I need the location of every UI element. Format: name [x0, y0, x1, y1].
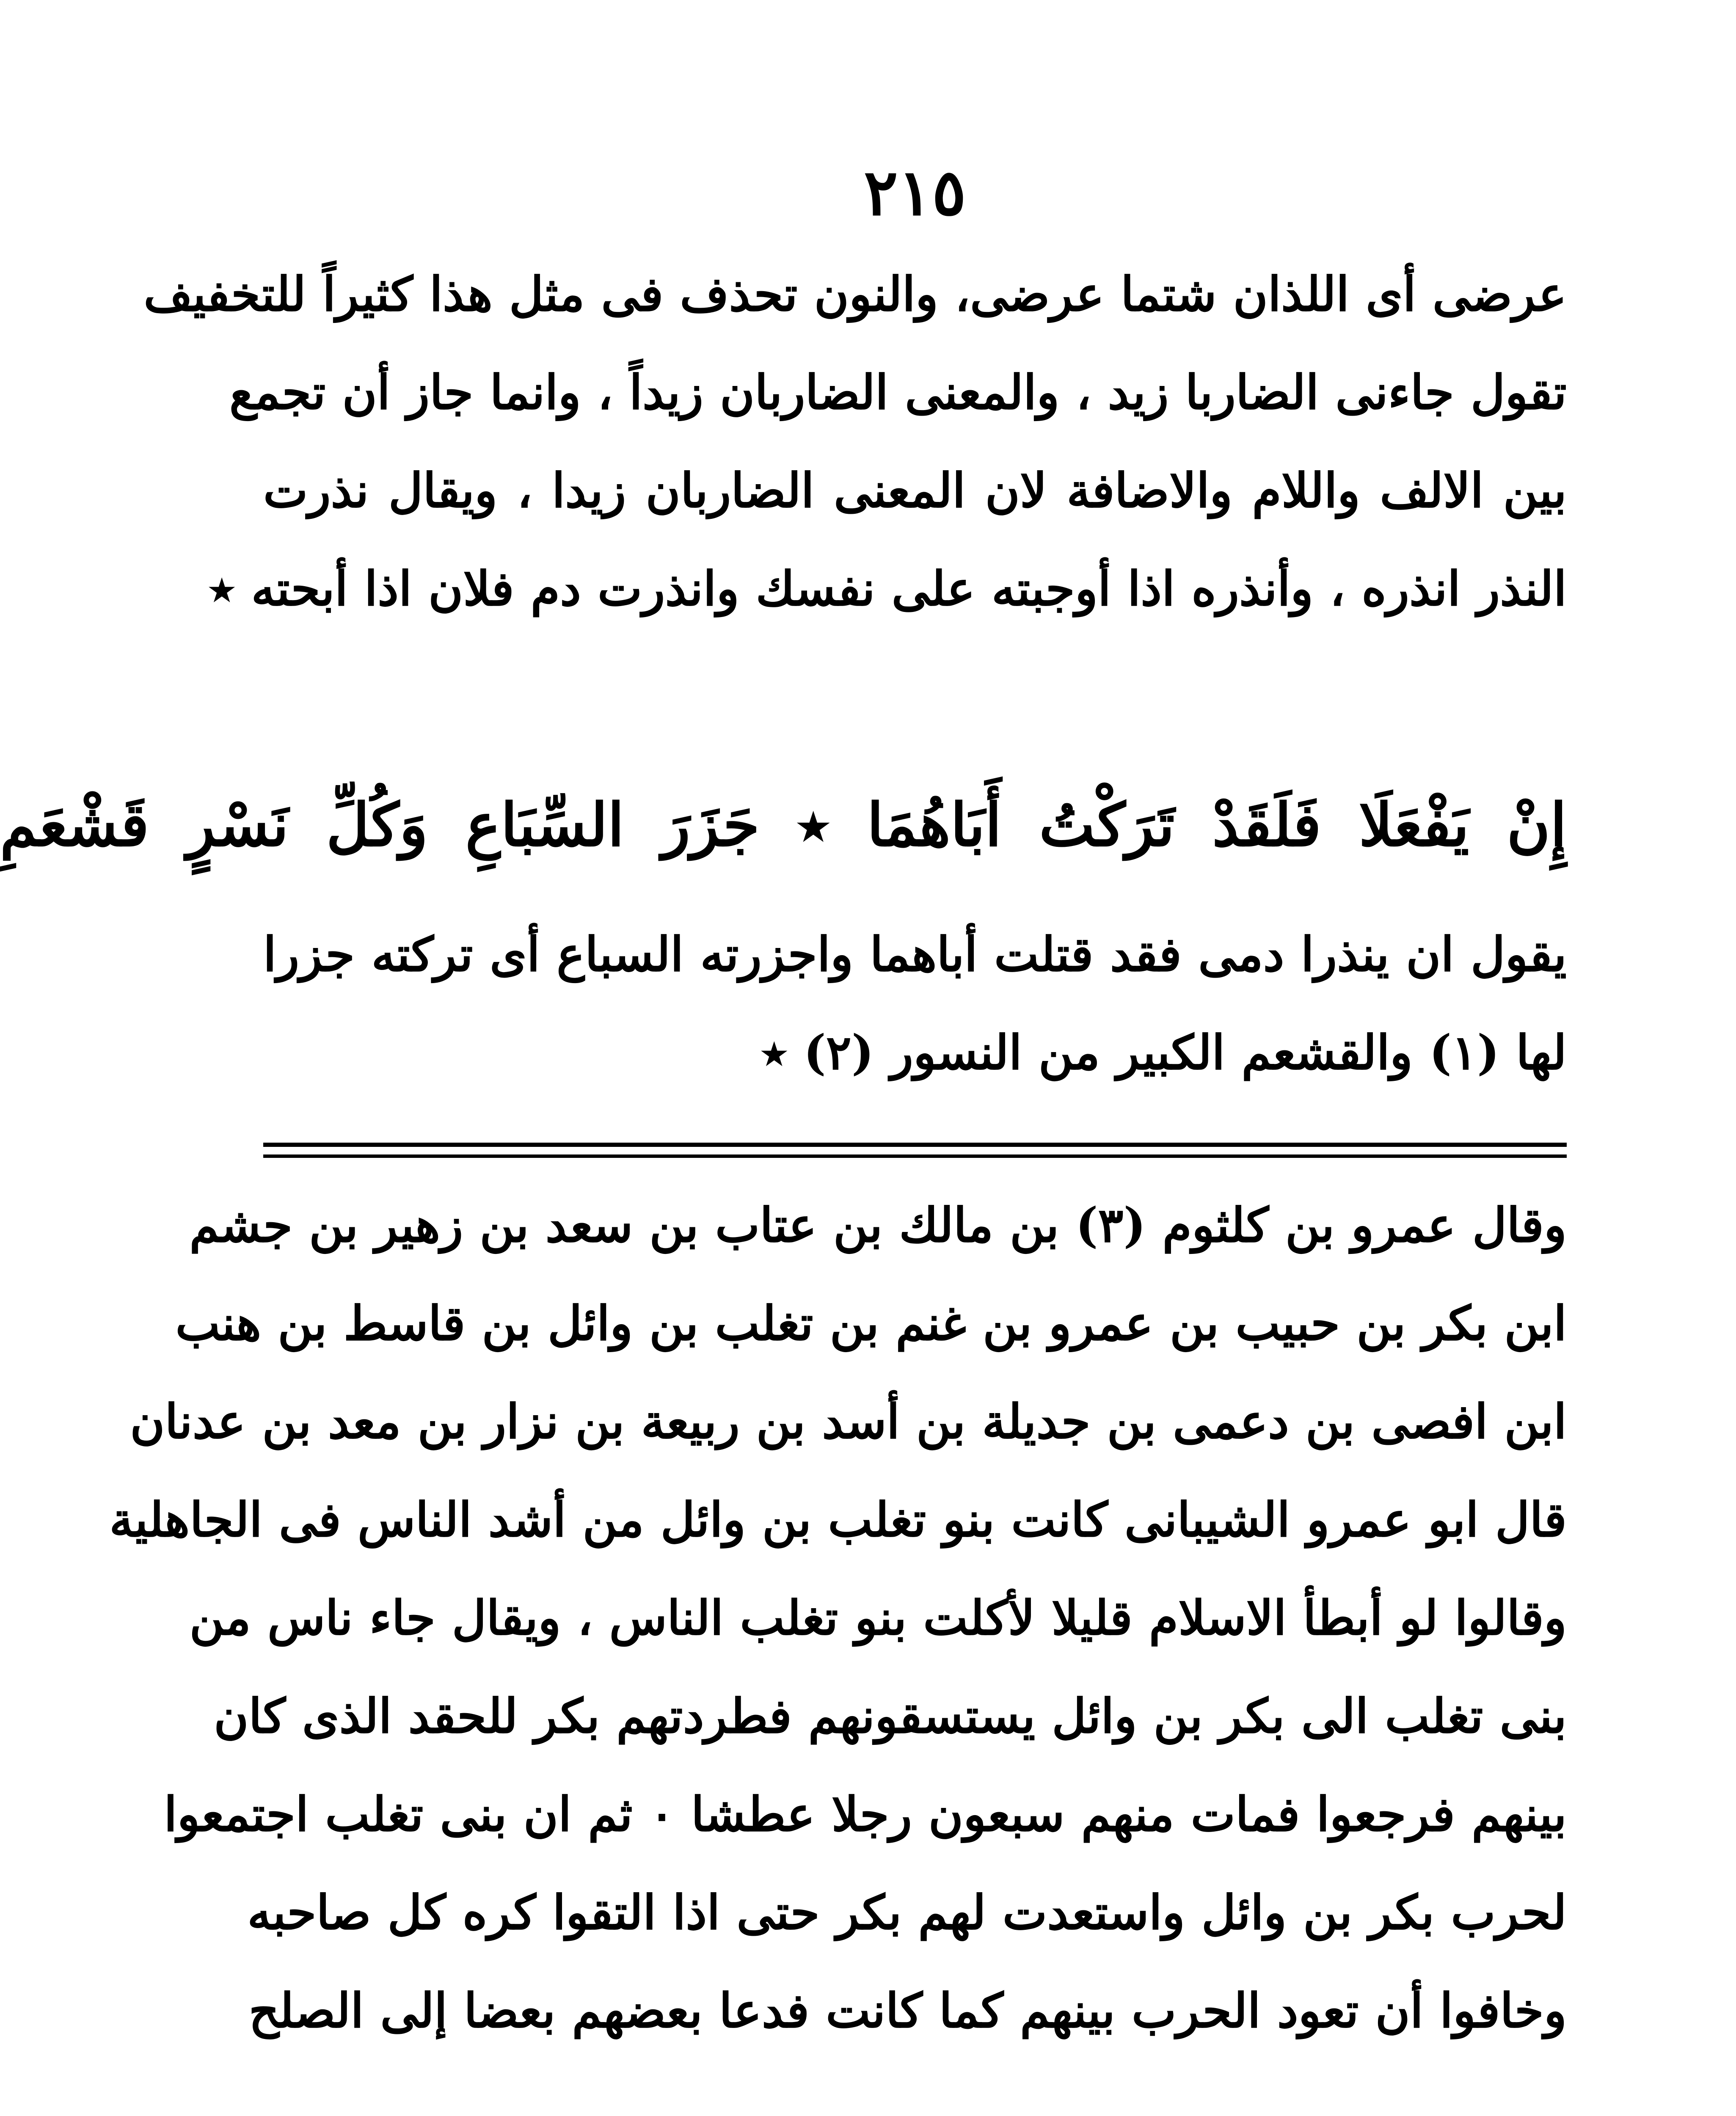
section-amr-ibn-kulthum [109, 1176, 1567, 2060]
poem-verse [0, 762, 1567, 889]
text-line: وخافوا أن تعود الحرب بينهم كما كانت فدعا بعضهم بعضا إلى الصلح [248, 1983, 1567, 2039]
text-line: وقال عمرو بن كلثوم (٣) بن مالك بن عتاب بن سعد بن زهير بن جشم [189, 1198, 1567, 1253]
page-number: ٢١٥ [864, 155, 966, 230]
text-line: تقول جاءنى الضاربا زيد ، والمعنى الضاربان زيداً ، وانما جاز أن تجمع [229, 365, 1567, 420]
commentary-top [143, 245, 1567, 638]
text-line: يقول ان ينذرا دمى فقد قتلت أباهما واجزرته السباع أى تركته جزرا [263, 927, 1567, 982]
text-line: بينهم فرجعوا فمات منهم سبعون رجلا عطشا ٠ ثم ان بنى تغلب اجتمعوا [164, 1787, 1567, 1842]
verse-line: إِنْ يَفْعَلَا فَلَقَدْ تَرَكْتُ أَبَاهُمَا ٭ جَزَرَ السِّبَاعِ وَكُلِّ نَسْرٍ قَشْعَمِ [0, 791, 1567, 860]
text-line: وقالوا لو أبطأ الاسلام قليلا لأكلت بنو تغلب الناس ، ويقال جاء ناس من [189, 1590, 1567, 1646]
text-line: بين الالف واللام والاضافة لان المعنى الضاربان زيدا ، ويقال نذرت [263, 463, 1567, 518]
verse-commentary [263, 906, 1567, 1102]
text-line: ابن بكر بن حبيب بن عمرو بن غنم بن تغلب بن وائل بن قاسط بن هنب [175, 1296, 1567, 1351]
text-line: عرضى أى اللذان شتما عرضى، والنون تحذف فى مثل هذا كثيراً للتخفيف [143, 267, 1567, 322]
text-line: ابن افصى بن دعمى بن جديلة بن أسد بن ربيعة بن نزار بن معد بن عدنان [130, 1394, 1567, 1449]
text-line: النذر انذره ، وأنذره اذا أوجبته على نفسك وانذرت دم فلان اذا أبحته ٭ [209, 561, 1567, 617]
book-page [0, 155, 1567, 2116]
text-line: لها (١) والقشعم الكبير من النسور (٢) ٭ [761, 1025, 1567, 1080]
text-line: بنى تغلب الى بكر بن وائل يستسقونهم فطردتهم بكر للحقد الذى كان [214, 1689, 1567, 1744]
text-line: قال ابو عمرو الشيبانى كانت بنو تغلب بن وائل من أشد الناس فى الجاهلية [109, 1492, 1567, 1548]
section-divider [263, 1143, 1567, 1158]
text-line: لحرب بكر بن وائل واستعدت لهم بكر حتى اذا التقوا كره كل صاحبه [247, 1885, 1567, 1940]
